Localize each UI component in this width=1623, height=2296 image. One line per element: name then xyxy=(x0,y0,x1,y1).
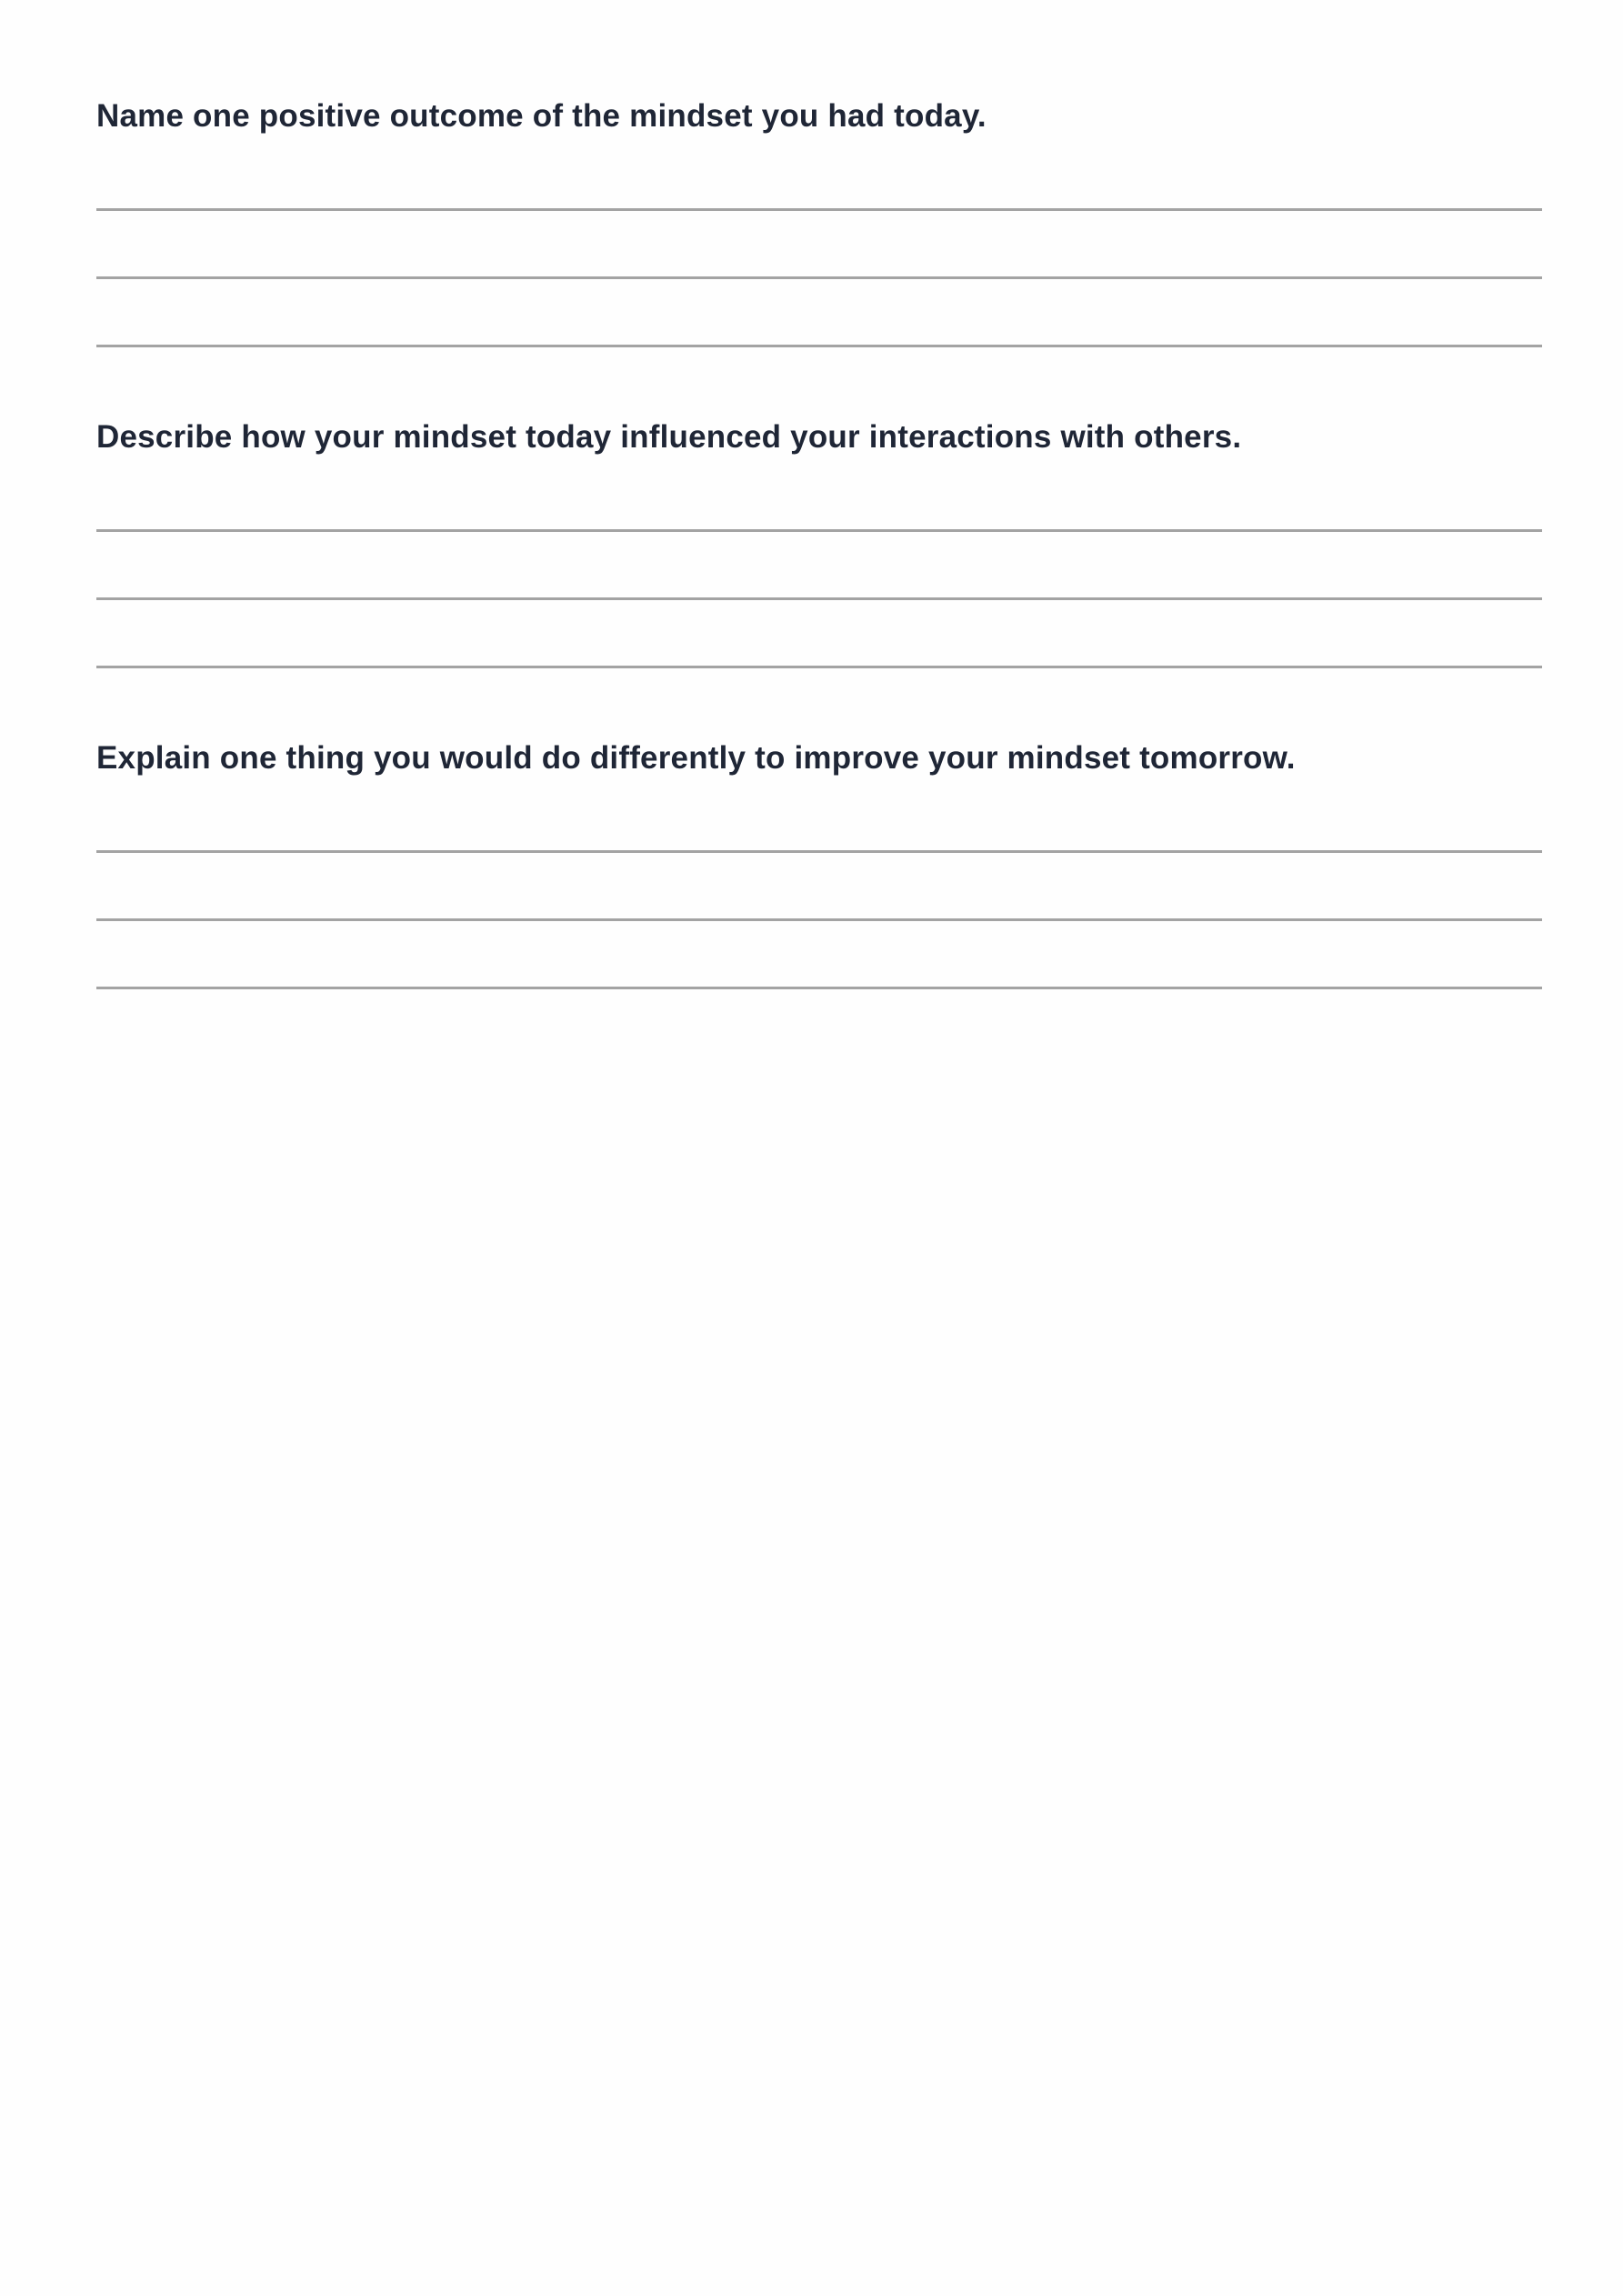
question-2-answer-lines xyxy=(96,457,1542,603)
answer-line[interactable] xyxy=(96,276,1542,279)
question-1-answer-lines xyxy=(96,136,1542,282)
answer-line[interactable] xyxy=(96,529,1542,532)
question-2-prompt: Describe how your mindset today influenced your interactions with others. xyxy=(96,419,1242,455)
question-3-prompt: Explain one thing you would do differently to improve your mindset tomorrow. xyxy=(96,740,1296,776)
answer-line[interactable] xyxy=(96,987,1542,989)
question-1-prompt: Name one positive outcome of the mindset you had today. xyxy=(96,98,987,134)
question-3 xyxy=(96,738,1542,924)
question-1 xyxy=(96,96,1542,282)
question-2 xyxy=(96,417,1542,603)
answer-line[interactable] xyxy=(96,918,1542,921)
answer-line[interactable] xyxy=(96,208,1542,211)
answer-line[interactable] xyxy=(96,850,1542,853)
question-3-answer-lines xyxy=(96,778,1542,924)
answer-line[interactable] xyxy=(96,345,1542,347)
answer-line[interactable] xyxy=(96,597,1542,600)
answer-line[interactable] xyxy=(96,666,1542,668)
